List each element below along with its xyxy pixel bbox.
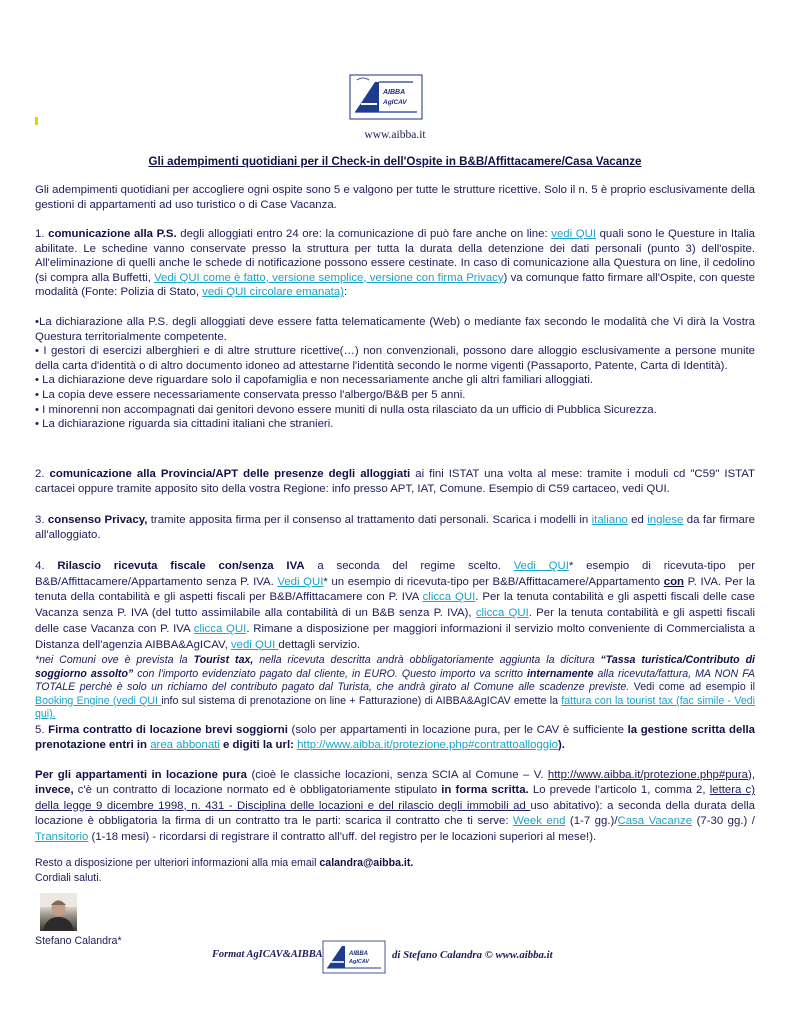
note-text: nella ricevuta descritta andrà obbligatoriamente aggiunta la dicitura [253, 654, 601, 666]
section-4-note [35, 654, 755, 722]
section-5-bold: la gestione scritta della prenotazione entri in [35, 724, 755, 751]
footer-right: di Stefano Calandra © www.aibba.it [392, 949, 553, 961]
email-address: calandra@aibba.it. [319, 857, 414, 869]
section-locazione [35, 768, 755, 845]
section-5-bold: ). [557, 738, 565, 751]
signature: Stefano Calandra* [35, 935, 122, 947]
section-4-heading: Rilascio ricevuta fiscale con/senza IVA [57, 560, 305, 572]
locazione-text: uso abitativo): a seconda della durata della locazione è obbligatoria la firma di un contratto tra le parti: scarica il contratto che ti serve: [35, 799, 755, 828]
section-4 [35, 559, 755, 653]
list-item: • I minorenni non accompagnati dai genitori devono essere muniti di nulla osta rilasciato da un ufficio di Pubblica Sicurezza. [35, 403, 657, 416]
locazione-heading: Per gli appartamenti in locazione pura [35, 769, 248, 781]
link-vedi-qui-ricevuta[interactable]: Vedi QUI [513, 560, 569, 572]
logo-text-aibba: AIBBA [383, 89, 406, 96]
site-url: www.aibba.it [364, 129, 426, 141]
link-contratto-alloggio[interactable]: http://www.aibba.it/protezione.php#contrattoalloggio [297, 738, 558, 751]
link-booking-engine[interactable]: Booking Engine (vedi QUI [35, 694, 162, 707]
link-protezione-pura[interactable]: http://www.aibba.it/protezione.php#pura [547, 769, 749, 781]
section-1-text: ) va comunque fatto firmare all'Ospite, con queste modalità (Fonte: Polizia di Stato, [35, 271, 755, 299]
note-text: Vedi come ad esempio il [629, 681, 755, 694]
section-5 [35, 723, 755, 752]
link-vedi-qui-questure[interactable]: vedi QUI [551, 228, 596, 240]
note-bold: internamente [526, 667, 594, 680]
section-3-num: 3. [35, 514, 48, 526]
link-transitorio[interactable]: Transitorio [35, 830, 89, 843]
section-2-heading: comunicazione alla Provincia/APT delle presenze degli alloggiati [49, 468, 411, 480]
page-title: Gli adempimenti quotidiani per il Check-in dell'Ospite in B&B/Affittacamere/Casa Vacanze [148, 155, 642, 168]
section-3-text: tramite apposita firma per il consenso al trattamento dati personali. Scarica i modelli in [147, 514, 592, 526]
locazione-text: c'è un contratto di locazione normato ed è obbligatoriamente stipulato [73, 784, 442, 797]
logo-text-agicav: AgICAV [383, 99, 407, 106]
link-area-abbonati[interactable]: area abbonati [150, 738, 220, 751]
list-item: • I gestori di esercizi alberghieri e di altre strutture ricettive(…) non convenzionali, possono dare alloggio esclusivamente a persone munite della carta d'identità o di altro documento idoneo ad attestarne l'identità secondo le norme vigenti (Passaporto, Patente, Carta di Identità). [35, 345, 755, 372]
link-vedi-qui-servizio[interactable]: vedi QUI [230, 638, 279, 651]
locazione-text: (7-30 gg.) / [692, 815, 755, 828]
note-bold: Tourist tax, [193, 654, 254, 666]
intro-paragraph: Gli adempimenti quotidiani per accogliere ogni ospite sono 5 e valgono per tutte le strutture ricettive. Solo il n. 5 è proprio esclusivamente della gestioni di appartamenti ad uso turistico o di Case Vacanza. [35, 184, 755, 211]
footer-left: Format AgICAV&AIBBA [212, 949, 323, 960]
link-week-end[interactable]: Week end [513, 815, 566, 828]
link-vedi-qui-circolare[interactable]: vedi QUI circolare emanata) [202, 286, 344, 299]
footer-logo-agicav: AgICAV [349, 959, 370, 965]
section-3-text: da far firmare all'alloggiato. [35, 514, 756, 541]
closing-text: Resto a disposizione per ulteriori informazioni alla mia email [35, 857, 320, 869]
section-4-text: * un esempio di ricevuta-tipo per B&B/Affittacamere/Appartamento [323, 575, 664, 588]
section-4-text: . Per la tenuta contabilità e gli aspetti fiscali delle case Vacanza senza P. IVA (del tutto assimilabile alla contabilità di un B&B senza P. IVA), [35, 591, 756, 620]
section-1 [35, 227, 755, 300]
closing-line [35, 856, 755, 871]
section-5-text: (solo per appartamenti in locazione pura, per le CAV è sufficiente [287, 724, 628, 736]
list-item: • La dichiarazione riguarda sia cittadini italiani che stranieri. [35, 418, 334, 431]
list-item: •La dichiarazione alla P.S. degli alloggiati deve essere fatta telematicamente (Web) o mediante fax secondo le modalità che Vi dirà la Vostra Questura territorialmente competente. [35, 316, 755, 343]
link-italiano[interactable]: italiano [591, 514, 628, 526]
note-text: con l'importo evidenziato pagato dal cliente, in EURO. Questo importo va scritto [133, 667, 527, 680]
section-5-heading: Firma contratto di locazione brevi soggiorni [48, 724, 288, 736]
section-1-heading: comunicazione alla P.S. [48, 228, 177, 240]
locazione-text: (cioè le classiche locazioni, senza SCIA al Comune – V. [247, 769, 548, 781]
section-2-num: 2. [35, 468, 50, 480]
section-4-text: a seconda del regime scelto. [304, 560, 514, 572]
list-item: • La dichiarazione deve riguardare solo il capofamiglia e non necessariamente anche gli altri familiari alloggiati. [35, 374, 594, 387]
locazione-text: Lo prevede l’articolo 1, comma 2, [528, 784, 710, 797]
locazione-bold: invece, [35, 784, 74, 797]
section-1-text: : [343, 286, 348, 299]
list-item: • La copia deve essere necessariamente conservata presso l'albergo/B&B per 5 anni. [35, 388, 466, 401]
section-1-list [35, 315, 755, 432]
footer-logo [322, 940, 386, 974]
note-text: info sul sistema di prenotazione on line + Fatturazione) di AIBBA&AgICAV emette la [161, 694, 562, 707]
section-4-text: P. IVA. Per la tenuta della contabilità e gli aspetti fiscali per B&B/Affittacamere con P. IVA [35, 575, 755, 604]
link-inglese[interactable]: inglese [647, 514, 684, 526]
section-3 [35, 513, 755, 542]
section-4-text: . Per la tenuta contabilità e gli aspetti fiscali delle case Vacanza con P. IVA [35, 607, 755, 635]
section-4-text: * esempio di ricevuta-tipo per B&B/Affittacamere/Appartamento senza P. IVA. [35, 560, 755, 588]
locazione-text: ), [748, 769, 755, 781]
aibba-logo [349, 74, 423, 120]
link-vedi-qui-ricevuta-iva[interactable]: Vedi QUI [277, 575, 324, 588]
con-emphasis: con [663, 575, 684, 588]
author-photo [40, 893, 77, 931]
note-text: nei Comuni ove è prevista la [39, 654, 194, 666]
closing [35, 856, 755, 886]
section-2-text: ai fini ISTAT una volta al mese: tramite i moduli cd "C59" ISTAT cartacei oppure tramite apposito sito della vostra Regione: info presso APT, IAT, Comune. Esempio di C59 cartaceo, vedi QUI. [35, 468, 755, 495]
locazione-text: (1-7 gg.)/ [565, 815, 618, 828]
link-legge-431[interactable]: lettera c) della legge 9 dicembre 1998, n. 431 - Disciplina delle locazioni e del rilascio degli immobili ad [35, 784, 756, 812]
link-clicca-qui-2[interactable]: clicca QUI [475, 607, 529, 620]
note-bold: “Tassa turistica/Contributo di soggiorno assolto” [35, 654, 755, 680]
greeting: Cordiali saluti. [35, 872, 102, 884]
section-1-num: 1. [35, 228, 49, 240]
section-5-num: 5. [35, 724, 49, 736]
section-4-num: 4. [35, 560, 58, 572]
locazione-bold: in forma scritta. [441, 784, 529, 797]
section-1-text: quali sono le Questure in Italia abilitate. Le schedine vanno conservate presso la struttura per tutta la durata della detenzione dei dati personali (punto 3) dell'ospite. All'eliminazione di quelli anche le schede di notificazione possono essere cestinate. In caso di comunicazione alla Questura on line, il cedolino (si compra alla Buffetti, [35, 228, 755, 284]
link-clicca-qui-1[interactable]: clicca QUI [422, 591, 476, 604]
section-5-bold: e digiti la url: [219, 738, 298, 751]
footer-logo-aibba: AIBBA [349, 951, 368, 957]
locazione-text: (1-18 mesi) - ricordarsi di registrare il contratto all'uff. del registro per le locazioni superiori al mese!). [88, 830, 597, 843]
highlight-mark [35, 117, 38, 125]
section-4-text: . Rimane a disposizione per maggiori informazioni il servizio molto conveniente di Commercialista a Distanza dell'agenzia AIBBA&AgICAV, [35, 622, 755, 651]
section-2 [35, 467, 755, 496]
link-casa-vacanze[interactable]: Casa Vacanze [617, 815, 693, 828]
link-fattura-tourist-tax[interactable]: fattura con la tourist tax (fac simile - Vedi qui). [35, 694, 755, 721]
link-vedi-qui-cedolino[interactable]: Vedi QUI come è fatto, versione semplice, versione con firma Privacy [154, 271, 504, 284]
note-star: * [35, 654, 40, 666]
note-text: alla ricevuta/fattura, MA NON FA TOTALE perchè è solo un richiamo del contributo pagato dal Turista, che andrà girato al Comune alle scadenze previste. [35, 667, 755, 694]
section-1-text: degli alloggiati entro 24 ore: la comunicazione di può fare anche on line: [176, 228, 552, 240]
section-3-text: ed [627, 514, 648, 526]
section-4-text: dettagli servizio. [278, 638, 361, 651]
link-clicca-qui-3[interactable]: clicca QUI [193, 622, 247, 635]
section-3-heading: consenso Privacy, [47, 514, 148, 526]
